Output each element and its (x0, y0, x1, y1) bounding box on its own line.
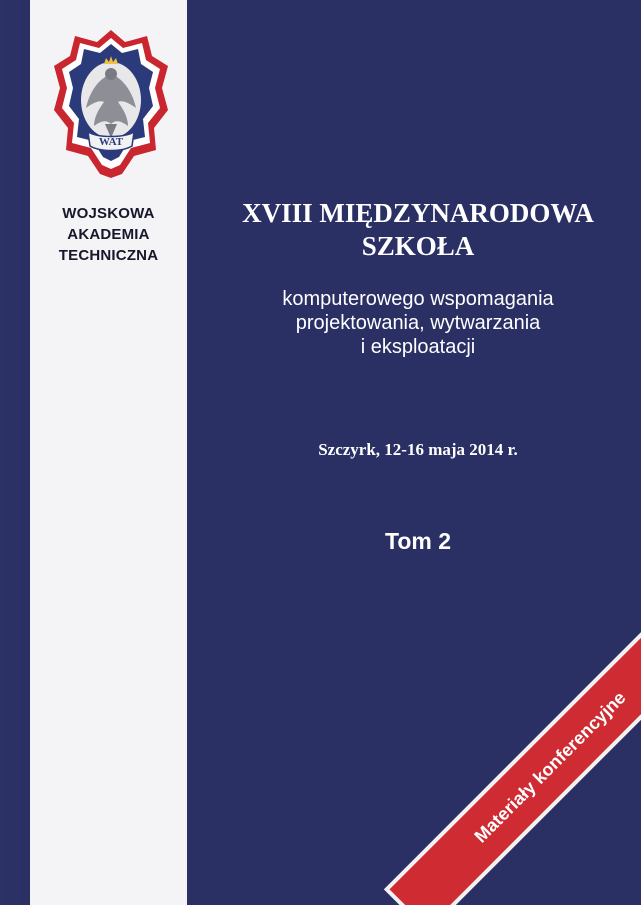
volume-label: Tom 2 (384, 528, 452, 554)
subtitle-line-1: komputerowego wspomagania (282, 288, 554, 310)
wat-eagle-shield-icon (52, 28, 170, 180)
subtitle-line-3: i eksploatacji (360, 336, 476, 358)
subtitle-line-2: projektowania, wytwarzania (295, 312, 541, 334)
book-spine (0, 0, 30, 905)
cover-title (195, 197, 641, 263)
title-line-2: SZKOŁA (361, 231, 475, 261)
ribbon-label: Materiały konferencyjne (470, 687, 630, 847)
place-date: Szczyrk, 12-16 maja 2014 r. (318, 440, 518, 459)
title-line-1: XVIII MIĘDZYNARODOWA (242, 198, 594, 228)
institution-name (30, 203, 187, 266)
corner-ribbon (389, 606, 641, 905)
cover-subtitle (195, 287, 641, 359)
institution-line-3: TECHNICZNA (58, 247, 159, 264)
institution-line-1: WOJSKOWA (62, 205, 155, 222)
logo-text: WAT (98, 136, 124, 148)
institution-line-2: AKADEMIA (67, 226, 150, 243)
